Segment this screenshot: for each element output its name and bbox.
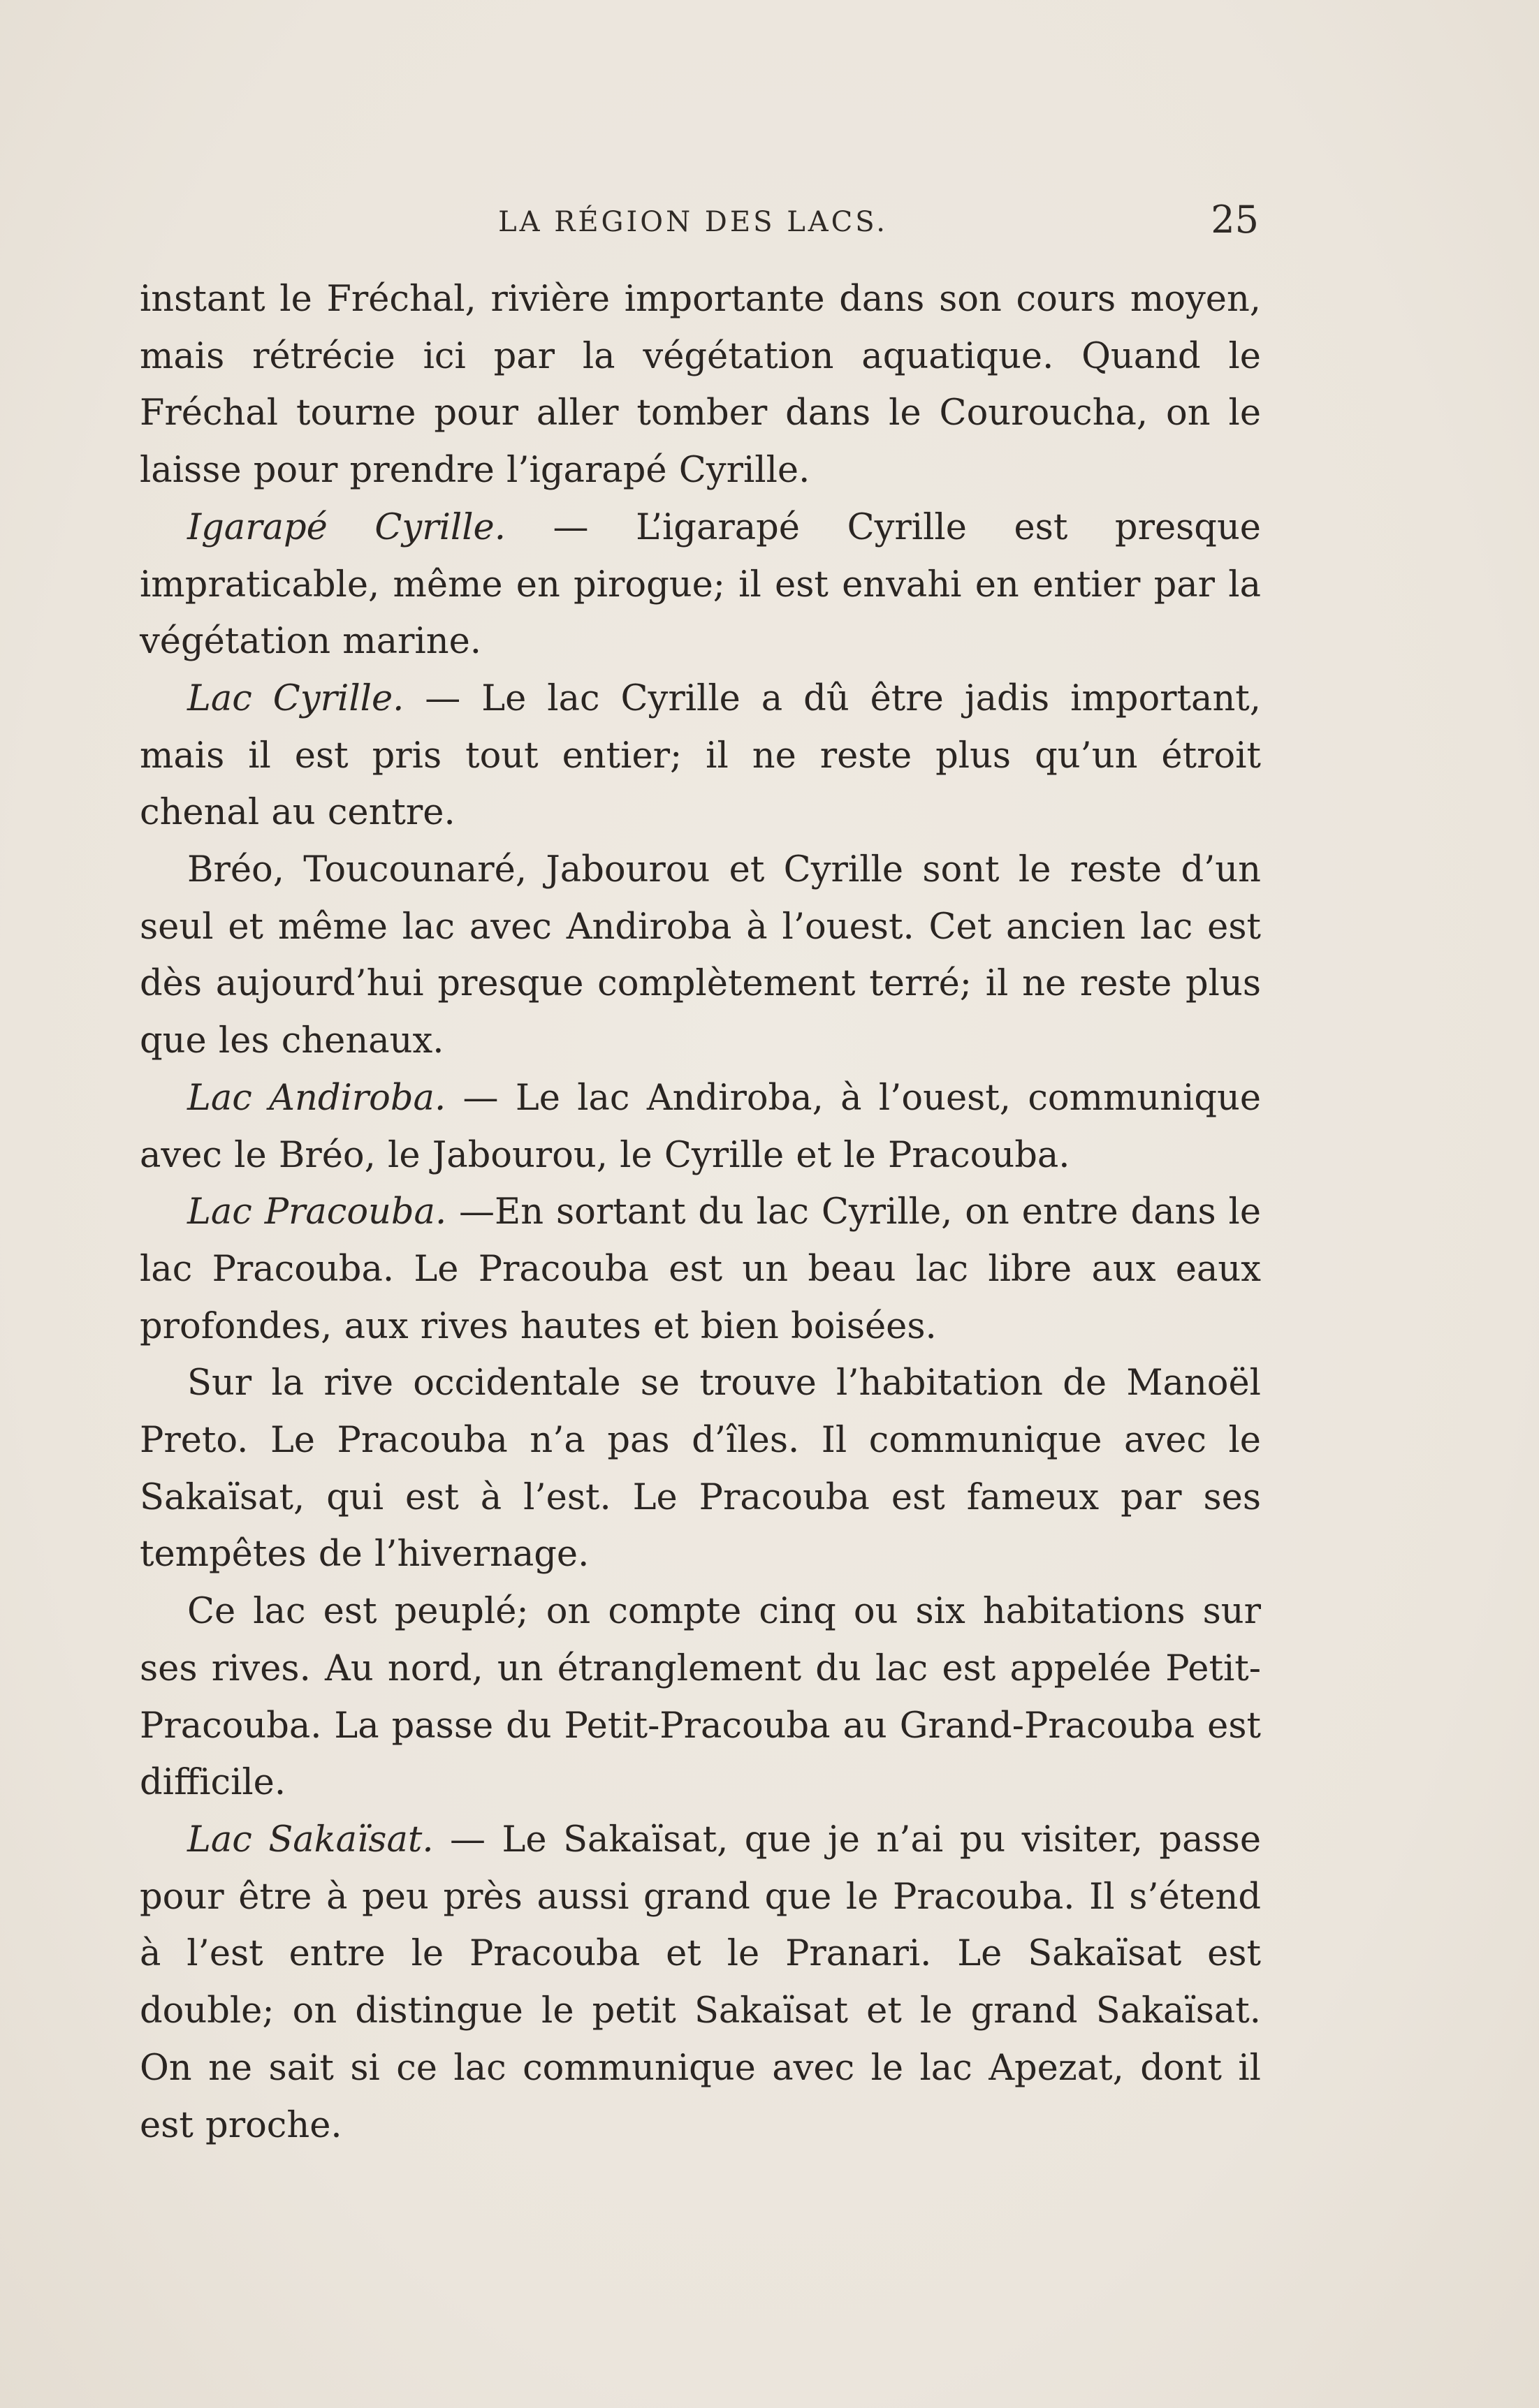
running-head: LA RÉGION DES LACS. <box>498 206 888 238</box>
paragraph-lac-peuple <box>140 1583 1261 1812</box>
paragraph-text: — Le Sakaïsat, que je n’ai pu visiter, passe pour être à peu près aussi grand que le Pracouba. Il s’étend à l’est entre le Pracouba et le Pranari. Le Sakaïsat est double; on distingue le petit Sakaïsat et le grand Sakaïsat. On ne sait si ce lac communique avec le lac Apezat, dont il est proche. <box>140 1819 1261 2146</box>
paragraph-continuation <box>140 271 1261 499</box>
paragraph-breo <box>140 842 1261 1070</box>
paragraph-igarape-cyrille <box>140 499 1261 670</box>
paragraph-text: — Le lac Andiroba, à l’ouest, communique avec le Bréo, le Jabourou, le Cyrille et le Pracouba. <box>140 1077 1262 1176</box>
page-header <box>127 198 1259 247</box>
paragraph-rive-occidentale <box>140 1355 1261 1583</box>
paragraph-lac-cyrille <box>140 670 1261 842</box>
paragraph-lac-andiroba <box>140 1070 1261 1184</box>
section-label: Igarapé Cyrille. <box>187 506 506 548</box>
section-label: Lac Sakaïsat. <box>187 1819 434 1860</box>
paragraph-text: —En sortant du lac Cyrille, on entre dans le lac Pracouba. Le Pracouba est un beau lac libre aux eaux profondes, aux rives hautes et bien boisées. <box>140 1191 1261 1347</box>
section-label: Lac Andiroba. <box>187 1077 446 1119</box>
paragraph-text: Sur la rive occidentale se trouve l’habitation de Manoël Preto. Le Pracouba n’a pas d’îles. Il communique avec le Sakaïsat, qui est à l’est. Le Pracouba est fameux par ses tempêtes de l’hivernage. <box>140 1363 1261 1576</box>
paragraph-text: Ce lac est peuplé; on compte cinq ou six habitations sur ses rives. Au nord, un étranglement du lac est appelée Petit-Pracouba. La passe du Petit-Pracouba au Grand-Pracouba est difficile. <box>140 1591 1261 1804</box>
paragraph-text: — L’igarapé Cyrille est presque impraticable, même en pirogue; il est envahi en entier par la végétation marine. <box>140 506 1261 663</box>
paragraph-text: instant le Fréchal, rivière importante dans son cours moyen, mais rétrécie ici par la végétation aquatique. Quand le Fréchal tourne pour aller tomber dans le Couroucha, on le laisse pour prendre l’igarapé Cyrille. <box>140 279 1261 492</box>
paragraph-lac-pracouba <box>140 1184 1261 1355</box>
section-label: Lac Cyrille. <box>187 677 404 719</box>
section-label: Lac Pracouba. <box>187 1191 447 1233</box>
paragraph-lac-sakaisat <box>140 1812 1261 2154</box>
page-number: 25 <box>1211 198 1259 242</box>
paragraph-text: — Le lac Cyrille a dû être jadis important, mais il est pris tout entier; il ne reste plus qu’un étroit chenal au centre. <box>140 677 1261 834</box>
paragraph-text: Bréo, Toucounaré, Jabourou et Cyrille sont le reste d’un seul et même lac avec Andiroba à l’ouest. Cet ancien lac est dès aujourd’hui presque complètement terré; il ne reste plus que les chenaux. <box>140 849 1261 1062</box>
body-text <box>140 271 1261 2154</box>
